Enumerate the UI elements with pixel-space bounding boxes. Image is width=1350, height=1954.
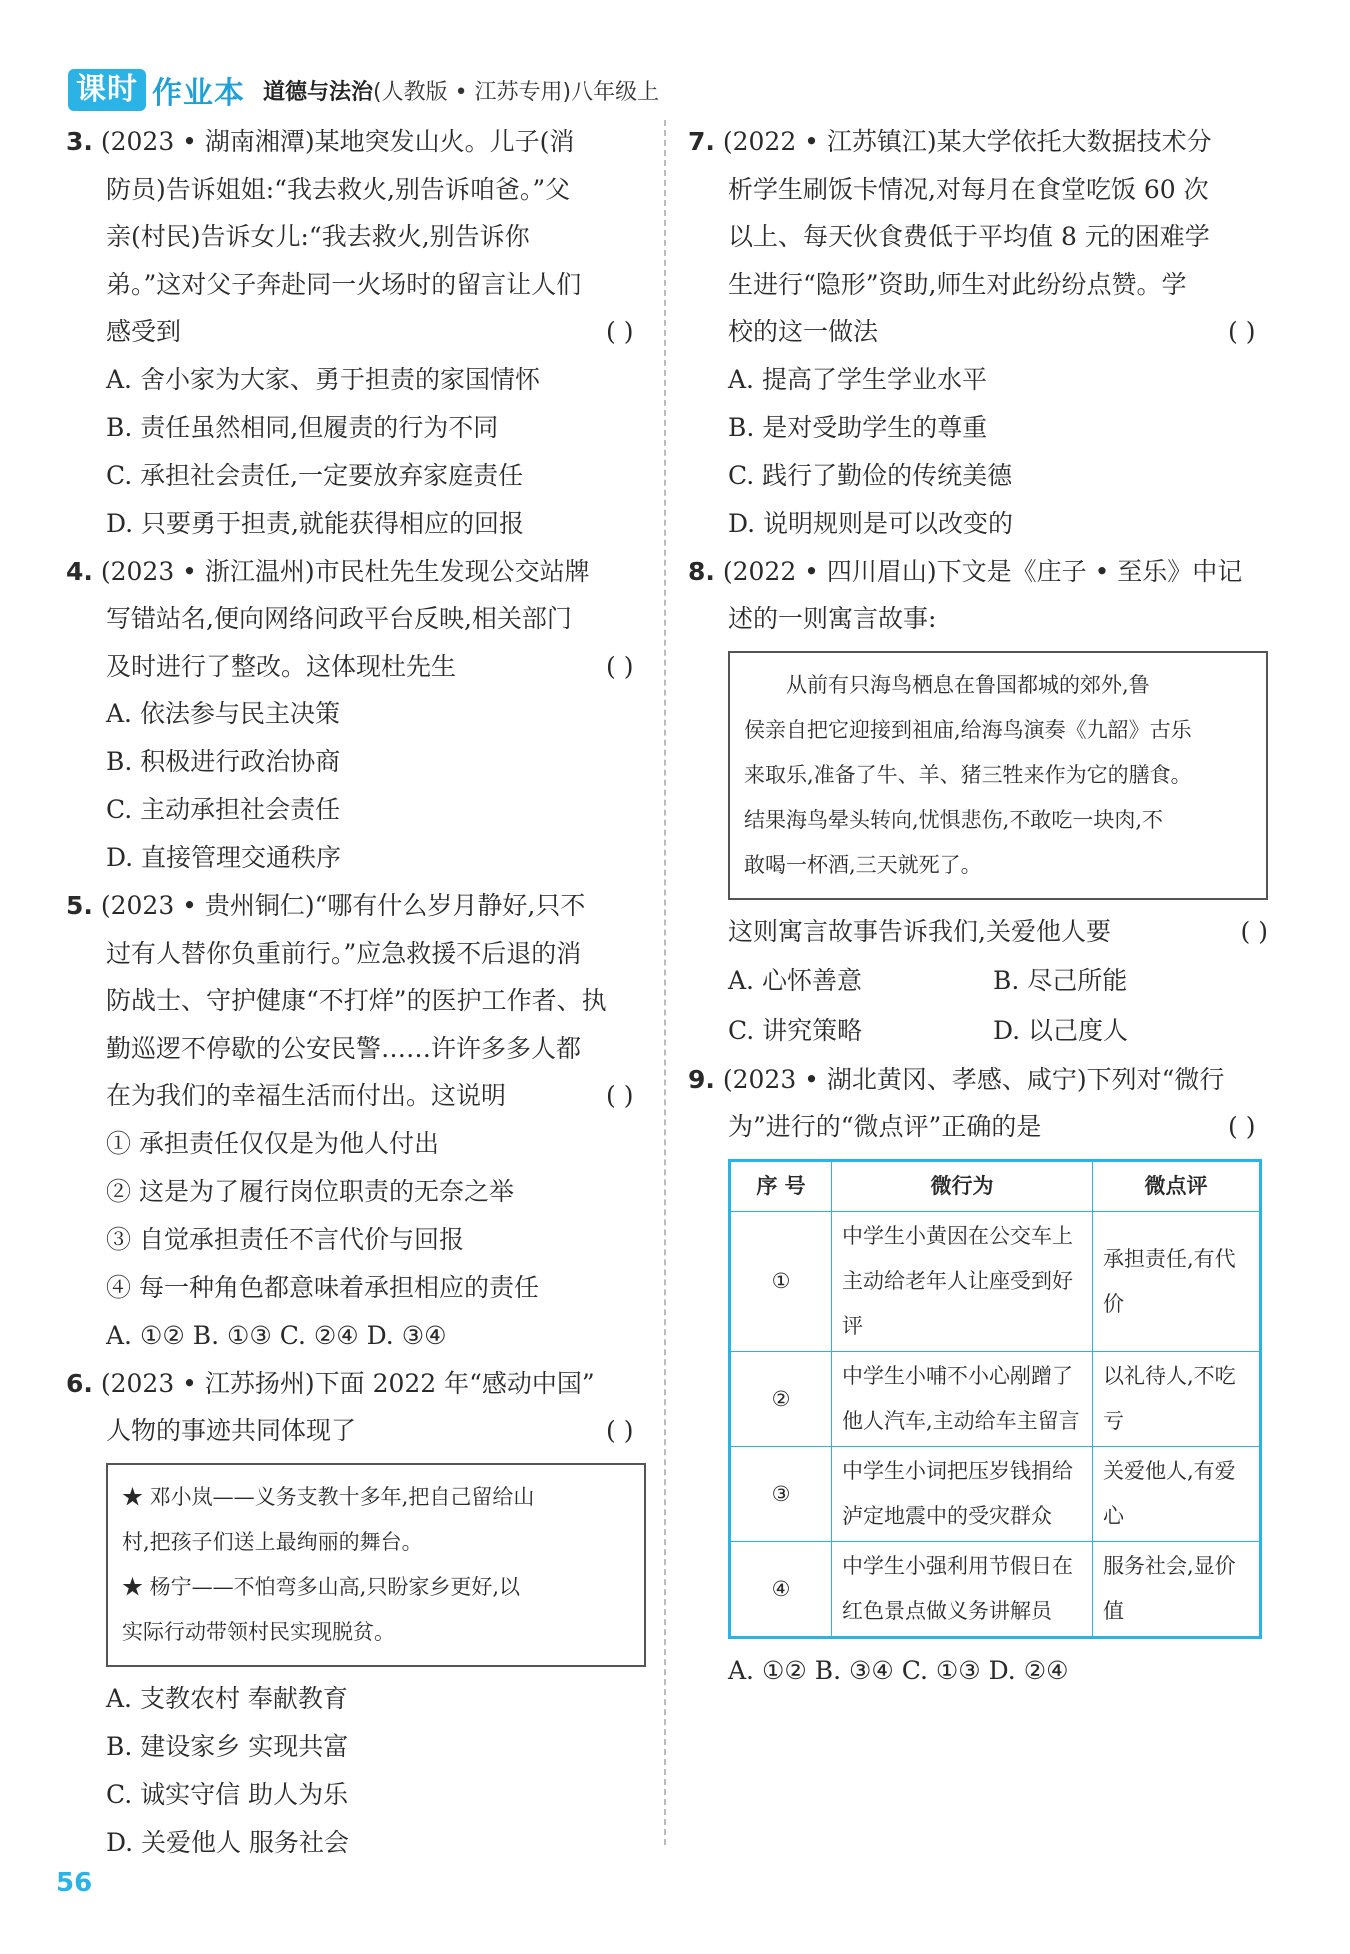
question-5 [66, 882, 646, 1360]
stem-line: 防战士、守护健康“不打烊”的医护工作者、执 [106, 986, 607, 1015]
question-number: 6. [66, 1368, 93, 1398]
micro-behavior-table [728, 1159, 1262, 1640]
row-review: 服务社会,显价值 [1093, 1542, 1261, 1638]
question-7 [688, 118, 1268, 548]
question-3 [66, 118, 646, 548]
stem-line: 及时进行了整改。这体现杜先生 [106, 651, 457, 681]
option[interactable]: C. 承担社会责任,一定要放弃家庭责任 [106, 460, 524, 490]
question-number: 9. [688, 1064, 715, 1094]
material-line: 实际行动带领村民实现脱贫。 [122, 1619, 395, 1644]
option-row [688, 1006, 1268, 1056]
question-stem: 5. (2023 • 贵州铜仁)“哪有什么岁月静好,只不 过有人替你负重前行。”应急救援不后退的消 防战士、守护健康“不打烊”的医护工作者、执 勤巡逻不停歇的公安民警……许许多多人都 在为我们的幸福生活而付出。这说明 ( ) [66, 891, 634, 1110]
prompt-text: 这则寓言故事告诉我们,关爱他人要 [728, 916, 1111, 946]
question-6 [66, 1360, 646, 1867]
stem-line: (2022 • 四川眉山)下文是《庄子 • 至乐》中记 [722, 556, 1243, 586]
stem-line: (2023 • 贵州铜仁)“哪有什么岁月静好,只不 [100, 891, 586, 920]
stem-line: 防员)告诉姐姐:“我去救火,别告诉咱爸。”父 [106, 174, 571, 204]
material-line: 敢喝一杯酒,三天就死了。 [744, 852, 982, 877]
option[interactable]: C. 诚实守信 助人为乐 [106, 1779, 349, 1809]
stem-line: 亲(村民)告诉女儿:“我去救火,别告诉你 [106, 222, 530, 251]
logo-text: 作业本 [152, 76, 245, 111]
question-8 [688, 548, 1268, 1056]
question-stem [688, 548, 1268, 643]
option[interactable]: D. 关爱他人 服务社会 [106, 1827, 349, 1857]
stem-line: (2023 • 江苏扬州)下面 2022 年“感动中国” [100, 1368, 595, 1398]
stem-line: (2022 • 江苏镇江)某大学依托大数据技术分 [722, 127, 1212, 156]
material-line: 侯亲自把它迎接到祖庙,给海鸟演奏《九韶》古乐 [744, 717, 1192, 742]
option[interactable]: B. 尽己所能 [993, 965, 1128, 995]
option[interactable]: D. 只要勇于担责,就能获得相应的回报 [106, 508, 524, 538]
answer-options[interactable]: A. ①② B. ①③ C. ②④ D. ③④ [106, 1320, 447, 1350]
statement: ③ 自觉承担责任不言代价与回报 [106, 1224, 464, 1254]
answer-options[interactable]: A. ①② B. ③④ C. ①③ D. ②④ [728, 1656, 1069, 1685]
question-stem: 9. (2023 • 湖北黄冈、孝感、咸宁)下列对“微行 为”进行的“微点评”正确的是 ( ) [688, 1064, 1256, 1141]
stem-line: 在为我们的幸福生活而付出。这说明 [106, 1081, 507, 1110]
option-row [688, 956, 1268, 1006]
stem-line: 感受到 [106, 317, 182, 346]
statement: ④ 每一种角色都意味着承担相应的责任 [106, 1272, 539, 1302]
option[interactable]: D. 以己度人 [993, 1015, 1129, 1045]
row-behavior: 中学生小哺不小心剐蹭了他人汽车,主动给车主留言 [832, 1352, 1093, 1447]
stem-line: 写错站名,便向网络问政平台反映,相关部门 [106, 604, 572, 633]
option[interactable]: A. 支教农村 奉献教育 [106, 1683, 348, 1713]
stem-line: 析学生刷饭卡情况,对每月在食堂吃饭 60 次 [728, 174, 1209, 204]
material-line: ★ 杨宁——不怕弯多山高,只盼家乡更好,以 [122, 1574, 521, 1599]
option[interactable]: C. 践行了勤俭的传统美德 [728, 460, 1013, 490]
stem-line: 述的一则寓言故事: [728, 604, 937, 633]
stem-line: (2023 • 湖南湘潭)某地突发山火。儿子(消 [100, 127, 575, 156]
statement: ② 这是为了履行岗位职责的无奈之举 [106, 1176, 514, 1206]
logo-box: 课时 [68, 69, 146, 111]
page-number: 56 [56, 1868, 93, 1898]
stem-line: (2023 • 湖北黄冈、孝感、咸宁)下列对“微行 [722, 1064, 1225, 1094]
table-row [730, 1542, 1261, 1638]
option[interactable]: B. 责任虽然相同,但履责的行为不同 [106, 412, 499, 442]
stem-line: 校的这一做法 [728, 317, 879, 346]
option[interactable]: A. 舍小家为大家、勇于担责的家国情怀 [106, 364, 540, 394]
question-number: 3. [66, 127, 93, 156]
option[interactable]: C. 主动承担社会责任 [106, 795, 341, 824]
question-number: 8. [688, 556, 715, 586]
row-number: ① [730, 1212, 832, 1352]
header-behavior: 微行为 [832, 1160, 1093, 1212]
question-stem: 7. (2022 • 江苏镇江)某大学依托大数据技术分 析学生刷饭卡情况,对每月在食堂吃饭 60 次 以上、每天伙食费低于平均值 8 元的困难学 生进行“隐形”资助,师生对此纷纷点赞。学 校的这一做法 ( ) [688, 127, 1256, 346]
row-review: 关爱他人,有爱心 [1093, 1447, 1261, 1542]
header-number: 序 号 [730, 1160, 832, 1212]
option[interactable]: B. 积极进行政治协商 [106, 747, 341, 776]
option[interactable]: D. 说明规则是可以改变的 [728, 508, 1014, 538]
question-stem: 4. (2023 • 浙江温州)市民杜先生发现公交站牌 写错站名,便向网络问政平台反映,相关部门 及时进行了整改。这体现杜先生 ( ) [66, 556, 634, 681]
stem-line: (2023 • 浙江温州)市民杜先生发现公交站牌 [100, 556, 590, 586]
subject-title [263, 75, 659, 106]
stem-line: 弟。”这对父子奔赴同一火场时的留言让人们 [106, 269, 582, 299]
table-row [730, 1447, 1261, 1542]
column-divider [664, 120, 666, 1845]
row-behavior: 中学生小词把压岁钱捐给泸定地震中的受灾群众 [832, 1447, 1093, 1542]
table-row [730, 1212, 1261, 1352]
table-row [730, 1352, 1261, 1447]
material-line: 来取乐,准备了牛、羊、猪三牲来作为它的膳食。 [744, 762, 1192, 787]
stem-line: 以上、每天伙食费低于平均值 8 元的困难学 [728, 222, 1210, 251]
answer-paren[interactable]: ( ) [1240, 916, 1268, 946]
row-number: ② [730, 1352, 832, 1447]
stem-line: 勤巡逻不停歇的公安民警……许许多多人都 [106, 1033, 582, 1063]
table-header-row [730, 1160, 1261, 1212]
option[interactable]: A. 依法参与民主决策 [106, 699, 340, 728]
page-header [68, 68, 659, 112]
stem-line: 为”进行的“微点评”正确的是 [728, 1112, 1042, 1141]
stem-line: 人物的事迹共同体现了 [106, 1416, 357, 1445]
row-number: ④ [730, 1542, 832, 1638]
subject-bold: 道德与法治 [263, 79, 374, 105]
material-line: 结果海鸟晕头转向,忧惧悲伤,不敢吃一块肉,不 [744, 807, 1164, 832]
row-review: 承担责任,有代价 [1093, 1212, 1261, 1352]
subject-rest: (人教版 • 江苏专用)八年级上 [373, 79, 660, 105]
row-behavior: 中学生小黄因在公交车上主动给老年人让座受到好评 [832, 1212, 1093, 1352]
question-prompt [688, 908, 1268, 956]
material-line: 从前有只海鸟栖息在鲁国都城的郊外,鲁 [786, 672, 1150, 697]
material-line: ★ 邓小岚——义务支教十多年,把自己留给山 [122, 1484, 535, 1509]
option[interactable]: D. 直接管理交通秩序 [106, 843, 342, 872]
option[interactable]: A. 提高了学生学业水平 [728, 364, 987, 394]
material-box [106, 1463, 646, 1667]
stem-line: 过有人替你负重前行。”应急救援不后退的消 [106, 938, 582, 968]
row-review: 以礼待人,不吃亏 [1093, 1352, 1261, 1447]
statement: ① 承担责任仅仅是为他人付出 [106, 1128, 439, 1158]
material-box [728, 651, 1268, 900]
option[interactable]: B. 是对受助学生的尊重 [728, 412, 988, 442]
question-4 [66, 548, 646, 883]
row-behavior: 中学生小强利用节假日在红色景点做义务讲解员 [832, 1542, 1093, 1638]
stem-line: 生进行“隐形”资助,师生对此纷纷点赞。学 [728, 269, 1187, 299]
option[interactable]: A. 心怀善意 [728, 965, 862, 995]
option[interactable]: B. 建设家乡 实现共富 [106, 1731, 349, 1761]
book-logo [68, 68, 245, 112]
question-stem: 6. (2023 • 江苏扬州)下面 2022 年“感动中国” 人物的事迹共同体现了 ( ) [66, 1368, 634, 1445]
question-9 [688, 1056, 1268, 1696]
material-line: 村,把孩子们送上最绚丽的舞台。 [122, 1529, 423, 1554]
question-number: 5. [66, 891, 93, 920]
question-number: 7. [688, 127, 715, 156]
option[interactable]: C. 讲究策略 [728, 1015, 863, 1045]
question-stem: 3. (2023 • 湖南湘潭)某地突发山火。儿子(消 防员)告诉姐姐:“我去救火,别告诉咱爸。”父 亲(村民)告诉女儿:“我去救火,别告诉你 弟。”这对父子奔赴同一火场时的留言让人们 感受到 ( ) [66, 127, 634, 346]
question-number: 4. [66, 556, 93, 586]
row-number: ③ [730, 1447, 832, 1542]
header-review: 微点评 [1093, 1160, 1261, 1212]
right-column [688, 118, 1268, 1695]
left-column [66, 118, 646, 1867]
